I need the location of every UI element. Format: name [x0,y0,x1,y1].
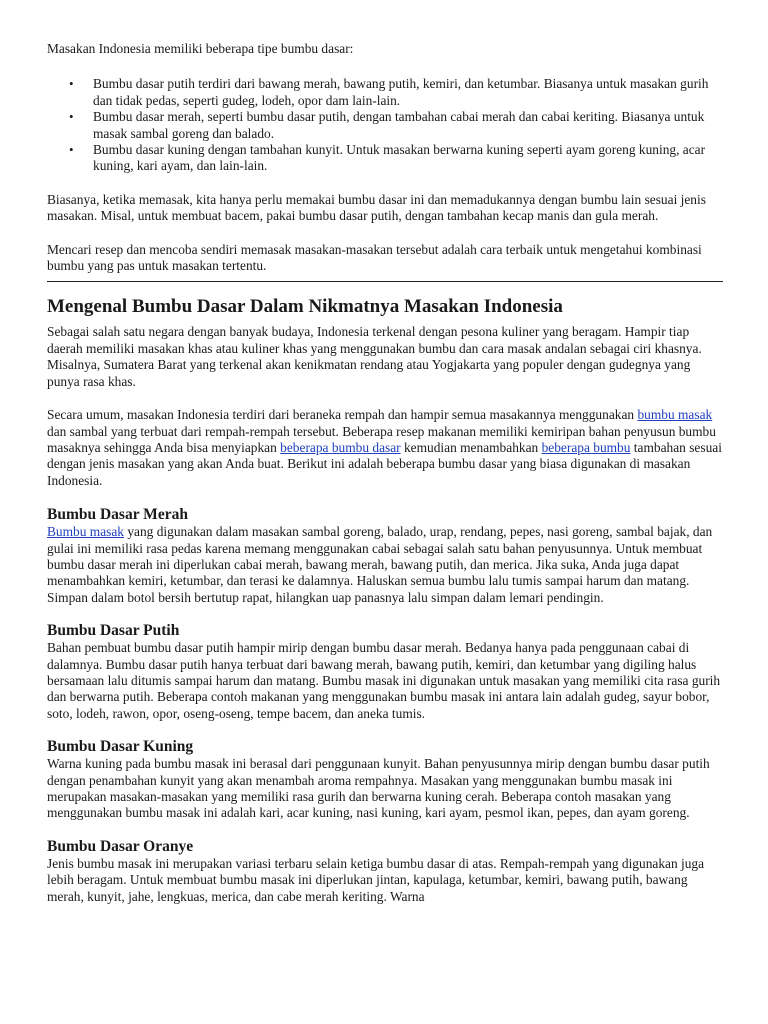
section-text [47,524,723,606]
section-merah [47,506,723,606]
text-span: tambahan sesuai dengan jenis masakan yang akan Anda buat. Berikut ini adalah beberapa bumbu dasar yang biasa digunakan di masakan Indonesia. [47,439,722,488]
section-text: Bahan pembuat bumbu dasar putih hampir mirip dengan bumbu dasar merah. Bedanya hanya pada penggunaan cabai di dalamnya. Bumbu dasar putih hanya terbuat dari bawang merah, bawang putih, kemiri, dan ketumbar yang digiling halus bersamaan lalu ditumis sampai harum dan matang. Bumbu masak ini digunakan untuk masakan yang memiliki cita rasa gurih dan berwarna putih. Beberapa contoh makanan yang menggunakan bumbu masak ini antara lain adalah gudeg, sayur bobor, soto, lodeh, rawon, opor, oseng-oseng, tempe bacem, dan aneka tumis. [47,640,721,721]
text-span: dan sambal yang terbuat dari rempah-rempah tersebut. Beberapa resep makanan memiliki kemiripan bahan penyusun bumbu masaknya sehingga Anda bisa menyiapkan [47,423,716,455]
section-heading: Bumbu Dasar Merah [47,506,188,524]
beberapa-bumbu-dasar-link[interactable]: beberapa bumbu dasar [280,439,401,455]
section-heading: Bumbu Dasar Oranye [47,837,194,855]
bumbu-list [47,76,723,174]
bumbu-masak-link[interactable]: Bumbu masak [47,524,124,540]
beberapa-bumbu-link[interactable]: beberapa bumbu [541,439,631,455]
text-span: kemudian menambahkan [400,439,542,455]
document-body [47,41,723,921]
section-kuning [47,738,723,822]
list-item: • Bumbu dasar putih terdiri dari bawang merah, bawang putih, kemiri, dan ketumbar. Biasanya untuk masakan gurih dan tidak pedas, seperti gudeg, lodeh, opor dam lain-lain. [93,76,723,109]
paragraph: Mencari resep dan mencoba sendiri memasak masakan-masakan tersebut adalah cara terbaik untuk mengetahui kombinasi bumbu yang pas untuk masakan tertentu. [47,241,702,274]
list-item: • Bumbu dasar kuning dengan tambahan kunyit. Untuk masakan berwarna kuning seperti ayam goreng kuning, acar kuning, kari ayam, dan lain-lain. [93,142,723,175]
list-item: • Bumbu dasar merah, seperti bumbu dasar putih, dengan tambahan cabai merah dan cabai keriting. Biasanya untuk masak sambal goreng dan balado. [93,109,723,142]
bumbu-masak-link[interactable]: bumbu masak [637,407,713,423]
article-heading: Mengenal Bumbu Dasar Dalam Nikmatnya Masakan Indonesia [47,296,563,318]
section-putih [47,622,723,722]
section-oranye [47,838,723,905]
section-heading: Bumbu Dasar Putih [47,622,180,640]
section-text: Jenis bumbu masak ini merupakan variasi terbaru selain ketiga bumbu dasar di atas. Rempah-rempah yang digunakan juga lebih beragam. Untuk membuat bumbu masak ini diperlukan jintan, kapulaga, ketumbar, kemiri, bawang putih, bawang merah, kunyit, jahe, lengkuas, merica, dan cabe merah keriting. Warna [47,855,705,904]
section-paragraph [47,407,723,489]
intro-text: Masakan Indonesia memiliki beberapa tipe bumbu dasar: [47,41,354,56]
section-text: Warna kuning pada bumbu masak ini berasal dari penggunaan kunyit. Bahan penyusunnya mirip dengan bumbu dasar putih dengan penambahan kunyit yang akan menambah aroma rempahnya. Masakan yang menggunakan bumbu masak ini merupakan masakan-masakan yang memiliki rasa gurih dan berwarna kuning cerah. Beberapa contoh masakan yang menggunakan bumbu masak ini adalah kari, acar kuning, nasi kuning, kari ayam, pesmol ikan, pepes, dan ayam goreng. [47,756,710,821]
section-heading: Bumbu Dasar Kuning [47,738,194,756]
section-intro: Sebagai salah satu negara dengan banyak budaya, Indonesia terkenal dengan pesona kuliner yang beragam. Hampir tiap daerah memiliki masakan khas atau kuliner khas yang menggunakan bumbu dan cara masak andalan sebagai ciri khasnya. Misalnya, Sumatera Barat yang terkenal akan kenikmatan rendang atau Yogjakarta yang populer dengan gudegnya yang punya rasa khas. [47,324,702,389]
paragraph: Biasanya, ketika memasak, kita hanya perlu memakai bumbu dasar ini dan memadukannya dengan bumbu lain sesuai jenis masakan. Misal, untuk membuat bacem, pakai bumbu dasar putih, dengan tambahan kecap manis dan gula merah. [47,191,706,224]
text-span: yang digunakan dalam masakan sambal goreng, balado, urap, rendang, pepes, nasi goreng, sambal bajak, dan gulai ini memiliki rasa pedas karena memang menggunakan cabai sebagai salah satu bahan penyusunnya. Untuk membuat bumbu dasar merah ini diperlukan cabai merah, bawang merah, bawang putih, dan merica. Jika suka, Anda juga dapat menambahkan kemiri, ketumbar, dan terasi ke dalamnya. Haluskan semua bumbu lalu tumis sampai harum dan matang. Simpan dalam botol bersih bertutup rapat, hilangkan uap panasnya lalu simpan dalam lemari pendingin. [47,524,713,605]
text-span: Secara umum, masakan Indonesia terdiri dari beraneka rempah dan hampir semua masakannya menggunakan [47,407,638,423]
horizontal-divider [47,281,723,282]
